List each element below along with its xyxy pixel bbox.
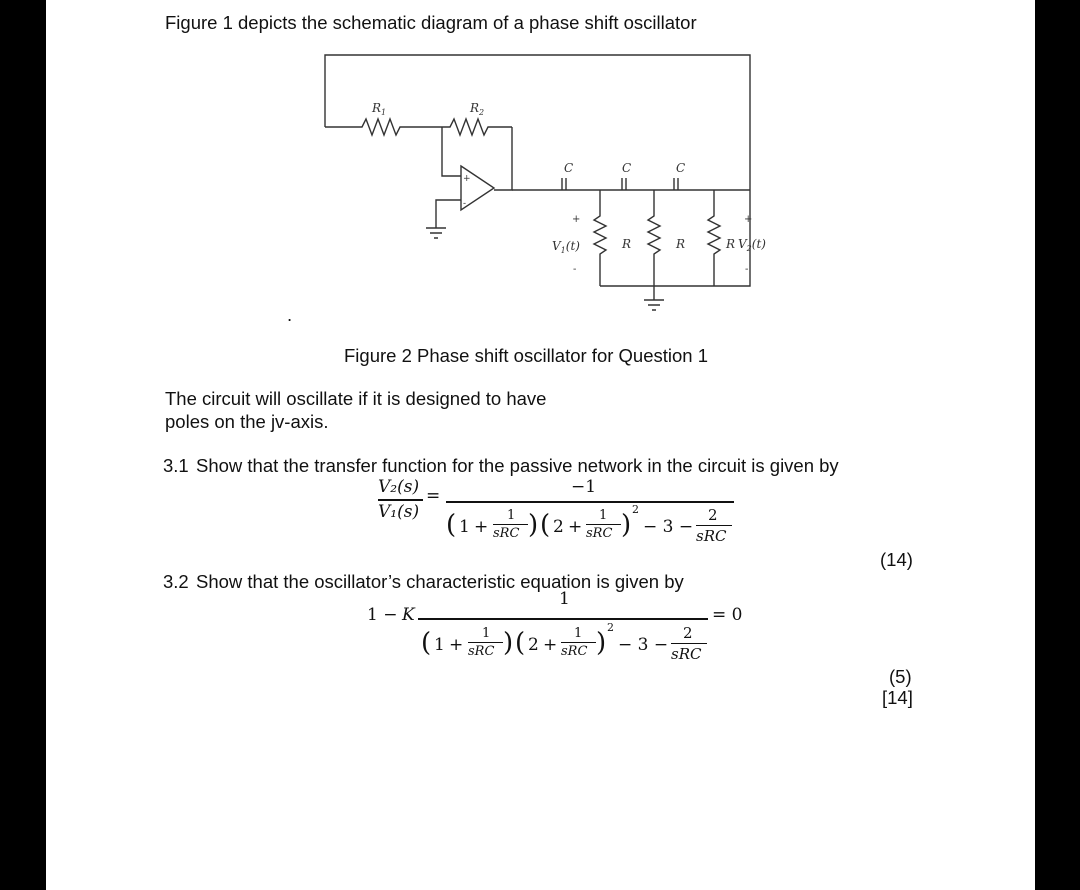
eq1-equals: =	[426, 486, 441, 506]
label-r-2: R	[676, 237, 686, 251]
label-c1: C	[564, 161, 574, 175]
q32-text: Show that the oscillator’s characteristic equation is given by	[196, 571, 684, 592]
label-r-3: R	[726, 237, 736, 251]
figure-caption: Figure 2 Phase shift oscillator for Question 1	[344, 345, 709, 366]
opamp-minus: -	[463, 199, 467, 209]
capacitor-2	[622, 178, 626, 190]
label-c3: C	[676, 161, 686, 175]
intro-text: Figure 1 depicts the schematic diagram of a phase shift oscillator	[165, 12, 697, 33]
q32-marks: (5)	[889, 666, 912, 687]
resistor-r-3	[708, 200, 720, 286]
resistor-r1	[325, 119, 442, 135]
q31-marks: (14)	[880, 549, 913, 570]
label-c2: C	[622, 161, 632, 175]
plus-v2: +	[744, 214, 753, 225]
ground-bottom	[644, 300, 664, 310]
eq2-equals-zero: = 0	[712, 605, 743, 625]
stray-dot: .	[287, 304, 293, 325]
oscillate-line-1: The circuit will oscillate if it is designed to have	[165, 388, 547, 409]
q31-text: Show that the transfer function for the passive network in the circuit is given by	[196, 455, 839, 476]
capacitor-1	[562, 178, 566, 190]
capacitor-3	[674, 178, 678, 190]
label-r-1: R	[622, 237, 632, 251]
resistor-r-2	[648, 200, 660, 286]
q32-number: 3.2	[163, 571, 189, 592]
phase-shift-oscillator-schematic	[46, 0, 1035, 330]
eq1-lhs-num: V₂(s)	[378, 477, 420, 497]
label-r2: $R_2$	[470, 101, 485, 117]
opamp-plus: +	[463, 174, 471, 184]
label-v1: $V_1(t)$	[552, 239, 580, 255]
document-page: Figure 1 depicts the schematic diagram of a phase shift oscillator $R_1$ $R_2$ C C C R R R $V_1(t)$ $V_2(t)$ + + - - + - . Figure 2 Phase shift oscillator for Question 1 The circuit will oscillate if it is designed to have poles on the jv-axis. 3.1 Show that the transfer function for the passive network in the circuit is given by V₂(s) V₁(s) = −1 ( 1 + 1 sRC ) ( 2 + 1 sRC ) 2 − 3 − 2 sRC (14) 3.2 Show that the oscillator’s characteristic equation is given by 1 − K 1 ( 1 + 1 sRC ) ( 2 + 1 sRC ) 2 − 3 − 2 sRC = 0 (5) [14]	[46, 0, 1035, 890]
label-r1: $R_1$	[372, 101, 387, 117]
resistor-r2	[442, 119, 512, 135]
label-v2: $V_2(t)$	[738, 237, 766, 253]
q32-total: [14]	[882, 687, 913, 708]
q31-number: 3.1	[163, 455, 189, 476]
eq2-numerator: 1	[559, 589, 570, 609]
eq2-prefix: 1 −	[367, 605, 398, 625]
plus-v1: +	[572, 214, 581, 225]
resistor-r-1	[594, 200, 606, 286]
ground-left	[426, 228, 446, 238]
minus-v2: -	[745, 264, 749, 275]
minus-v1: -	[573, 264, 577, 275]
eq2-k: K	[402, 605, 415, 625]
eq1-numerator: −1	[571, 477, 597, 497]
oscillate-line-2: poles on the jv-axis.	[165, 411, 329, 432]
eq1-lhs-den: V₁(s)	[378, 502, 420, 522]
